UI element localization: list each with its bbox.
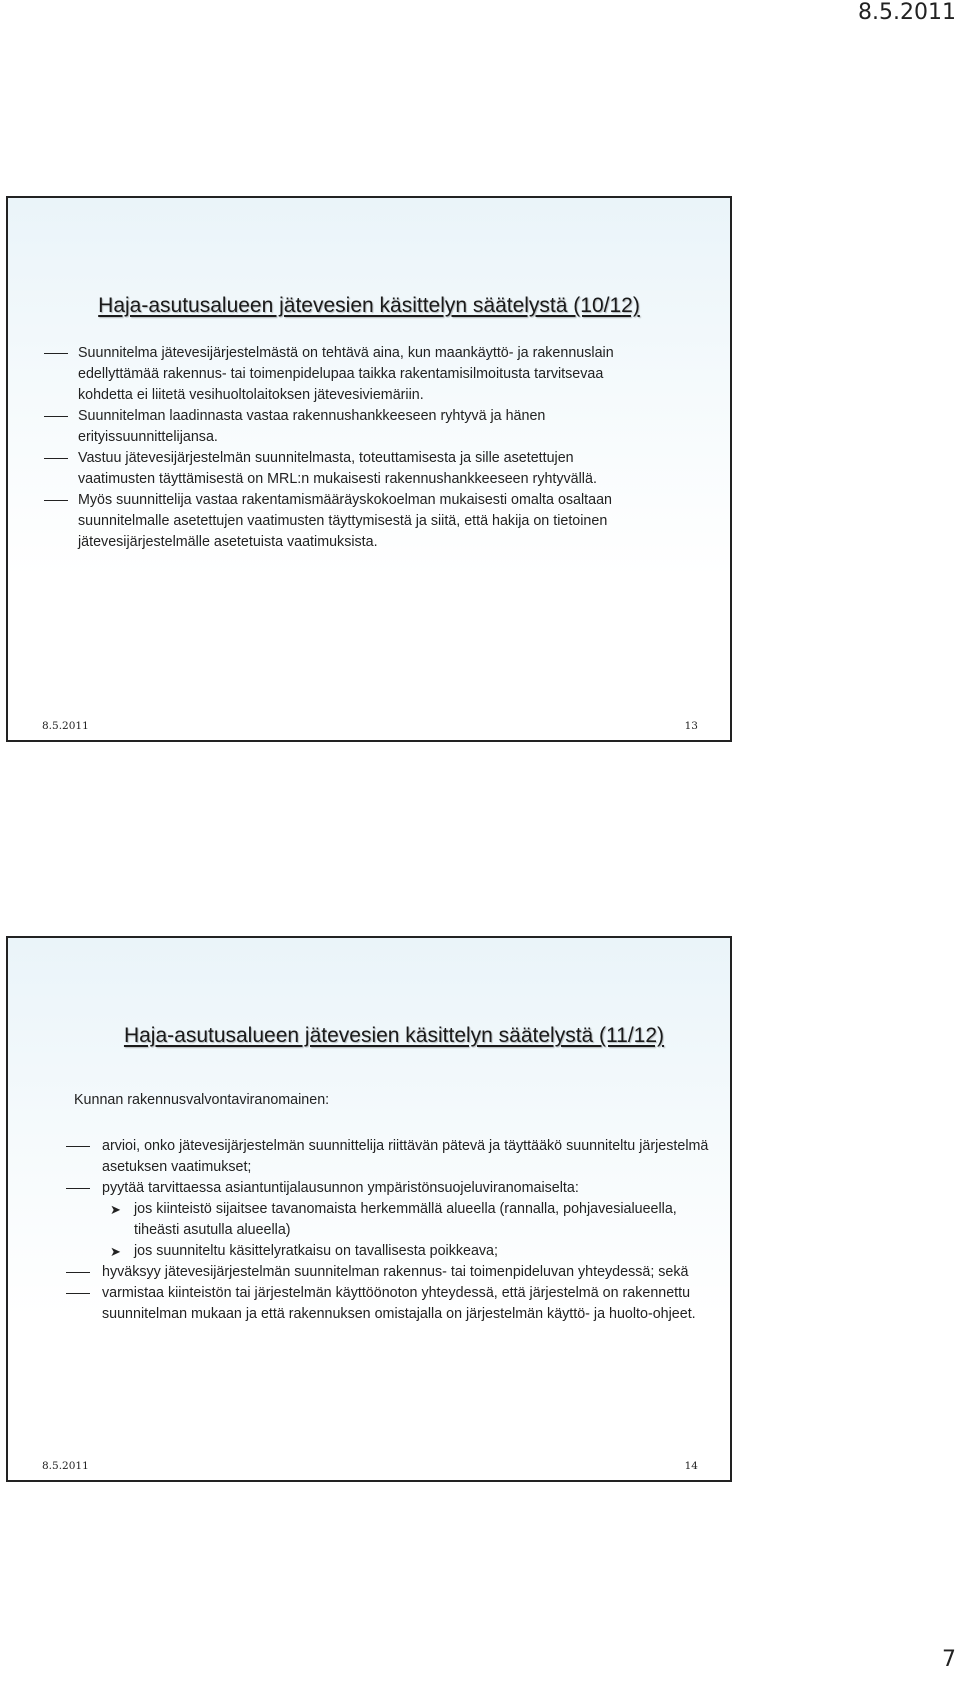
slide-footer-date: 8.5.2011 [42,1460,89,1472]
slide-title: Haja-asutusalueen jätevesien käsittelyn säätelystä (11/12) [123,1024,665,1047]
dash-icon [66,1146,90,1147]
dash-icon [44,353,68,354]
bullet-item: Suunnitelma jätevesijärjestelmästä on tehtävä aina, kun maankäyttö- ja rakennuslain edellyttämää rakennus- tai toimenpidelupaa taikka rakentamisilmoitusta tarvitsevaa kohdetta ei liitetä vesihuoltolaitoksen jätevesiviemäriin. [48,343,648,406]
slide-footer-number: 13 [684,720,698,732]
bullet-item: Myös suunnittelija vastaa rakentamismääräyskokoelman mukaisesti omalta osaltaan suunnitelmalle asetettujen vaatimusten täyttymisestä ja siitä, että hakija on tietoinen jätevesijärjestelmälle asetetuista vaatimuksista. [48,490,648,553]
bullet-list [48,343,648,553]
slide-intro: Kunnan rakennusvalvontaviranomainen: [74,1092,330,1108]
arrow-bullet-icon: ➤ [110,1244,121,1259]
dash-icon [66,1272,90,1273]
slide-footer-number: 14 [684,1460,698,1472]
bullet-item: Vastuu jätevesijärjestelmän suunnitelmasta, toteuttamisesta ja sille asetettujen vaatimusten täyttämisestä on MRL:n mukaisesti rakennushankkeeseen ryhtyvällä. [48,448,648,490]
bullet-item: varmistaa kiinteistön tai järjestelmän käyttöönoton yhteydessä, että järjestelmä on rakennettu suunnitelman mukaan ja että rakennuksen omistajalla on järjestelmän käyttö- ja huolto-ohjeet. [70,1283,710,1325]
arrow-bullet-icon: ➤ [110,1202,121,1217]
dash-icon [66,1293,90,1294]
sub-bullet-item: ➤ jos kiinteistö sijaitsee tavanomaista herkemmällä alueella (rannalla, pohjavesialueella, tiheästi asutulla alueella) [110,1201,677,1238]
sub-bullet-list [102,1199,710,1262]
slide-footer-date: 8.5.2011 [42,720,89,732]
dash-icon [66,1188,90,1189]
slide-13 [6,196,732,742]
bullet-item: pyytää tarvittaessa asiantuntijalausunnon ympäristönsuojeluviranomaiselta: ➤ jos kiinteistö sijaitsee tavanomaista herkemmällä alueella (rannalla, pohjavesialueella, tiheästi asutulla alueella) ➤ jos suunniteltu käsittelyratkaisu on tavallisesta poikkeava; [70,1178,710,1262]
bullet-item: Suunnitelman laadinnasta vastaa rakennushankkeeseen ryhtyvä ja hänen erityissuunnittelijansa. [48,406,648,448]
page-number: 7 [942,1647,956,1672]
dash-icon [44,416,68,417]
dash-icon [44,500,68,501]
slide-14 [6,936,732,1482]
sub-bullet-item: ➤ jos suunniteltu käsittelyratkaisu on tavallisesta poikkeava; [102,1241,710,1262]
bullet-item: hyväksyy jätevesijärjestelmän suunnitelman rakennus- tai toimenpideluvan yhteydessä; sekä [70,1262,710,1283]
bullet-list [70,1136,710,1325]
page-date: 8.5.2011 [858,0,956,25]
bullet-item: arvioi, onko jätevesijärjestelmän suunnittelija riittävän pätevä ja täyttääkö suunniteltu järjestelmä asetuksen vaatimukset; [70,1136,710,1178]
dash-icon [44,458,68,459]
slide-title: Haja-asutusalueen jätevesien käsittelyn säätelystä (10/12) [98,294,640,317]
